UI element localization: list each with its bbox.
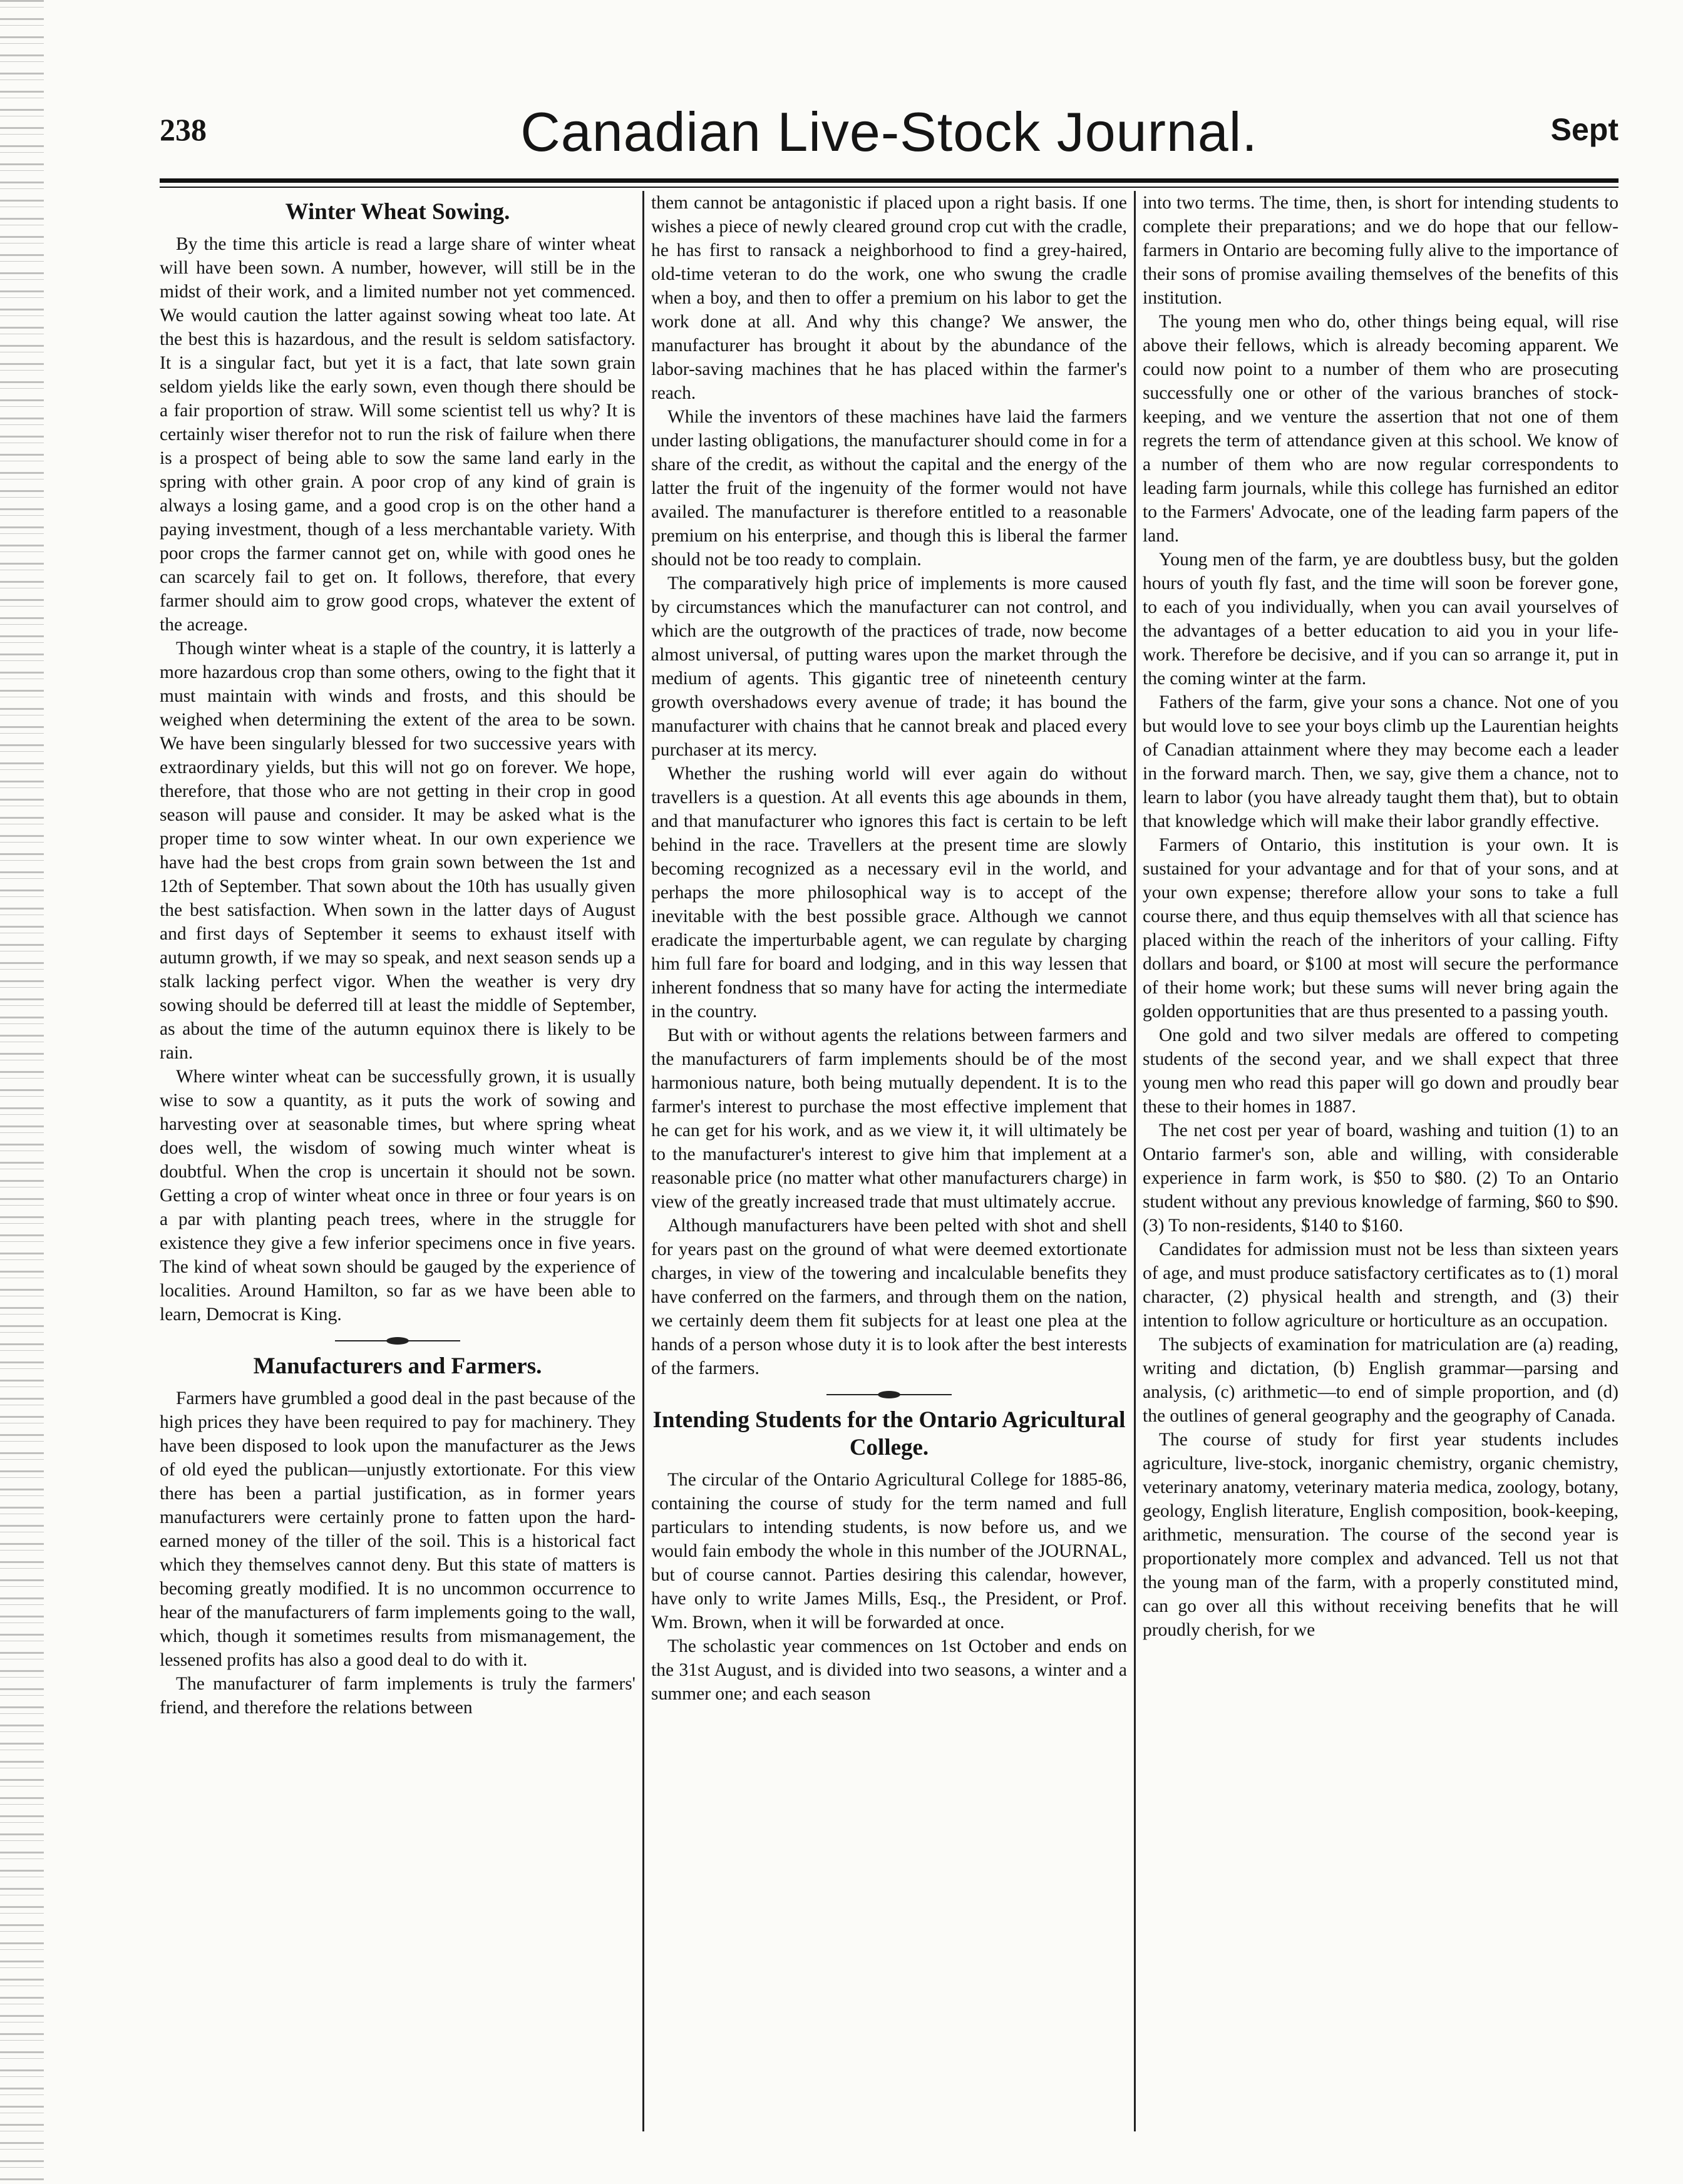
section-ornament	[335, 1336, 460, 1345]
article-columns	[160, 191, 1619, 2131]
oac-paragraph: Fathers of the farm, give your sons a chance. Not one of you but would love to see your boys climb up the Laurentian heights of Canadian attainment where they may become each a leader in the forward march. Then, we say, give them a chance, not to learn to labor (you have already taught them that), but to obtain that knowledge which will make their labor grandly effective.	[1143, 692, 1619, 831]
masthead	[160, 100, 1619, 169]
section-ornament	[826, 1390, 952, 1399]
column-1	[160, 191, 636, 2131]
manufacturers-paragraph: While the inventors of these machines have laid the farmers under lasting obligations, the manufacturer should come in for a share of the credit, as without the capital and the energy of the latter the fruit of the ingenuity of the former would not have availed. The manufacturer is therefore entitled to a reasonable premium on his enterprise, and though this is liberal the farmer should not be too ready to complain.	[651, 407, 1127, 570]
winter-wheat-paragraph: By the time this article is read a large share of winter wheat will have been sown. A number, however, will still be in the midst of their work, and a limited number not yet commenced. We would caution the latter against sowing wheat too late. At the best this is hazardous, and the result is seldom satisfactory. It is a singular fact, but yet it is a fact, that late sown grain seldom yields like the early sown, even though there should be a fair proportion of straw. Will some scientist tell us why? It is certainly wiser therefor not to run the risk of failure when there is a prospect of being able to sow the same land early in the spring with other grain. A poor crop of any kind of grain is always a losing game, and a good crop is on the other hand a paying investment, though of a less merchantable variety. With poor crops the farmer cannot get on, while with good ones he can scarcely fail to get on. It follows, therefore, that every farmer should aim to grow good crops, whatever the extent of the acreage.	[160, 234, 636, 635]
winter-wheat-paragraph: Where winter wheat can be successfully grown, it is usually wise to sow a quantity, as it puts the work of sowing and harvesting over at seasonable times, but where spring wheat does well, the wisdom of sowing much winter wheat is doubtful. When the crop is uncertain it should not be sown. Getting a crop of winter wheat once in three or four years is on a par with planting peach trees, where in the struggle for existence they give a few inferior specimens once in five years. The kind of wheat sown should be gauged by the experience of localities. Around Hamilton, so far as we have been able to learn, Democrat is King.	[160, 1067, 636, 1325]
oac-paragraph: The subjects of examination for matriculation are (a) reading, writing and dictation, (b) English grammar—parsing and analysis, (c) arithmetic—to end of simple proportion, and (d) the outlines of general geography and the geography of Canada.	[1143, 1335, 1619, 1426]
manufacturers-heading: Manufacturers and Farmers.	[253, 1353, 542, 1379]
oac-paragraph: Candidates for admission must not be less than sixteen years of age, and must produce satisfactory certificates as to (1) moral character, (2) physical health and strength, and (3) their intention to follow agriculture or horticulture as an occupation.	[1143, 1239, 1619, 1331]
oac-paragraph: into two terms. The time, then, is short for intending students to complete their preparations; and we do hope that our fellow-farmers in Ontario are becoming fully alive to the importance of their sons of promise availing themselves of the benefits of this institution.	[1143, 193, 1619, 308]
oac-paragraph: Farmers of Ontario, this institution is your own. It is sustained for your advantage and for that of your sons, and at your own expense; therefore allow your sons to take a full course there, and thus equip themselves with all that science has placed within the reach of the inheritors of your calling. Fifty dollars and board, or $100 at most will secure the performance of their home work; but these sums will never bring again the golden opportunities that are thus presented to a passing youth.	[1143, 835, 1619, 1022]
manufacturers-paragraph: Whether the rushing world will ever again do without travellers is a question. At all events this age abounds in them, and that manufacturer who ignores this fact is certain to be left behind in the race. Travellers at the present time are slowly becoming recognized as a necessary evil in the world, and perhaps the more philosophical way is to accept of the inevitable with the best possible grace. Although we cannot eradicate the imperturbable agent, we can regulate by charging him full fare for board and lodging, and in this way lessen that inherent fondness that so many have for acting the intermediate in the country.	[651, 764, 1127, 1022]
page-number: 238	[160, 112, 207, 147]
manufacturers-paragraph: The manufacturer of farm implements is truly the farmers' friend, and therefore the relations between	[160, 1674, 636, 1718]
manufacturers-paragraph: them cannot be antagonistic if placed upon a right basis. If one wishes a piece of newly cleared ground crop cut with the cradle, he has first to ransack a neighborhood to find a grey-haired, old-time veteran to do the work, one who swung the cradle when a boy, and then to offer a premium on his labor to get the work done at all. And why this change? We answer, the manufacturer has brought it about by the abundance of the labor-saving machines that he has placed within the farmer's reach.	[651, 193, 1127, 403]
column-3	[1143, 191, 1619, 2131]
scan-margin-artifact	[0, 0, 44, 2184]
winter-wheat-heading: Winter Wheat Sowing.	[285, 199, 510, 225]
oac-paragraph: Young men of the farm, ye are doubtless busy, but the golden hours of youth fly fast, and the time will soon be forever gone, to each of you individually, when you can avail yourselves of the advantages of a better education to aid you in your life-work. Therefore be decisive, and if you can so arrange it, put in the coming winter at the farm.	[1143, 550, 1619, 689]
column-rule	[636, 191, 651, 2131]
manufacturers-paragraph: Farmers have grumbled a good deal in the past because of the high prices they have been required to pay for machinery. They have been disposed to look upon the manufacturer as the Jews of old eyed the publican—unjustly extortionate. For this view there has been a partial justification, as in former years manufacturers were certainly prone to fatten upon the hard-earned money of the tiller of the soil. This is a historical fact which they themselves cannot deny. But this state of matters is becoming greatly modified. It is no uncommon occurrence to hear of the manufacturers of farm implements going to the wall, which, though it sometimes results from mismanagement, the lessened profits has also a good deal to do with it.	[160, 1388, 636, 1670]
oac-paragraph: One gold and two silver medals are offered to competing students of the second year, and we shall expect that three young men who read this paper will go down and proudly bear these to their homes in 1887.	[1143, 1025, 1619, 1117]
oac-paragraph: The young men who do, other things being equal, will rise above their fellows, which is already becoming apparent. We could now point to a number of them who are prosecuting successfully one or other of the various branches of stock-keeping, and we venture the assertion that not one of them regrets the term of attendance given at this school. We know of a number of them who are now regular correspondents to leading farm journals, while this college has furnished an editor to the Farmers' Advocate, one of the leading farm papers of the land.	[1143, 312, 1619, 546]
journal-title: Canadian Live-Stock Journal.	[520, 101, 1258, 163]
header-rule-thin	[160, 187, 1619, 188]
manufacturers-paragraph: Although manufacturers have been pelted with shot and shell for years past on the ground of what were deemed extortionate charges, in view of the towering and incalculable benefits they have conferred on the farmers, and through them on the nation, we certainly deem them fit subjects for at least one plea at the hands of a person whose duty it is to look after the best interests of the farmers.	[651, 1216, 1127, 1378]
column-2	[651, 191, 1127, 2131]
column-rule	[1127, 191, 1143, 2131]
oac-paragraph: The net cost per year of board, washing and tuition (1) to an Ontario farmer's son, able and willing, with considerable experience in farm work, is $50 to $80. (2) To an Ontario student without any previous knowledge of farming, $60 to $90. (3) To non-residents, $140 to $160.	[1143, 1120, 1619, 1236]
oac-heading: Intending Students for the Ontario Agricultural College.	[652, 1407, 1126, 1460]
oac-paragraph: The circular of the Ontario Agricultural College for 1885-86, containing the course of study for the term named and full particulars to intending students, is now before us, and we would fain embody the whole in this number of the JOURNAL, but of course cannot. Parties desiring this calendar, however, have only to write James Mills, Esq., the President, or Prof. Wm. Brown, when it will be forwarded at once.	[651, 1470, 1127, 1633]
oac-paragraph: The course of study for first year students includes agriculture, live-stock, inorganic chemistry, organic chemistry, veterinary anatomy, veterinary materia medica, zoology, botany, geology, English literature, English composition, book-keeping, arithmetic, mensuration. The course of the second year is proportionately more complex and advanced. Tell us not that the young man of the farm, with a properly constituted mind, can go over all this without receiving benefits that he will proudly cherish, for we	[1143, 1430, 1619, 1640]
winter-wheat-paragraph: Though winter wheat is a staple of the country, it is latterly a more hazardous crop than some others, owing to the fight that it must maintain with winds and frosts, and this should be weighed when determining the extent of the area to be sown. We have been singularly blessed for two successive years with extraordinary yields, but this will not go on forever. We hope, therefore, that those who are not getting in their crop in good season will pause and consider. It may be asked what is the proper time to sow winter wheat. In our own experience we have had the best crops from grain sown between the 1st and 12th of September. That sown about the 10th has usually given the best satisfaction. When sown in the latter days of August and first days of September it seems to exhaust itself with autumn growth, if we may so speak, and next season sends up a stalk lacking perfect vigor. When the weather is very dry sowing should be deferred till at least the middle of September, as about the time of the autumn equinox there is likely to be rain.	[160, 638, 636, 1063]
manufacturers-paragraph: The comparatively high price of implements is more caused by circumstances which the manufacturer can not control, and which are the outgrowth of the practices of trade, now become almost universal, of putting wares upon the market through the medium of agents. This gigantic tree of nineteenth century growth overshadows every avenue of trade; it has bound the manufacturer with chains that he cannot break and placed every purchaser at its mercy.	[651, 573, 1127, 760]
issue-month: Sept	[1550, 112, 1619, 147]
header-rule	[160, 178, 1619, 183]
manufacturers-paragraph: But with or without agents the relations between farmers and the manufacturers of farm implements should be of the most harmonious nature, both being mutually dependent. It is to the farmer's interest to purchase the most effective implement that he can get for his work, and as we view it, it will ultimately be to the manufacturer's interest to give him that implement at a reasonable price (no matter what other manufacturers charge) in view of the greatly increased trade that must ultimately accrue.	[651, 1025, 1127, 1212]
oac-paragraph: The scholastic year commences on 1st October and ends on the 31st August, and is divided into two seasons, a winter and a summer one; and each season	[651, 1636, 1127, 1704]
